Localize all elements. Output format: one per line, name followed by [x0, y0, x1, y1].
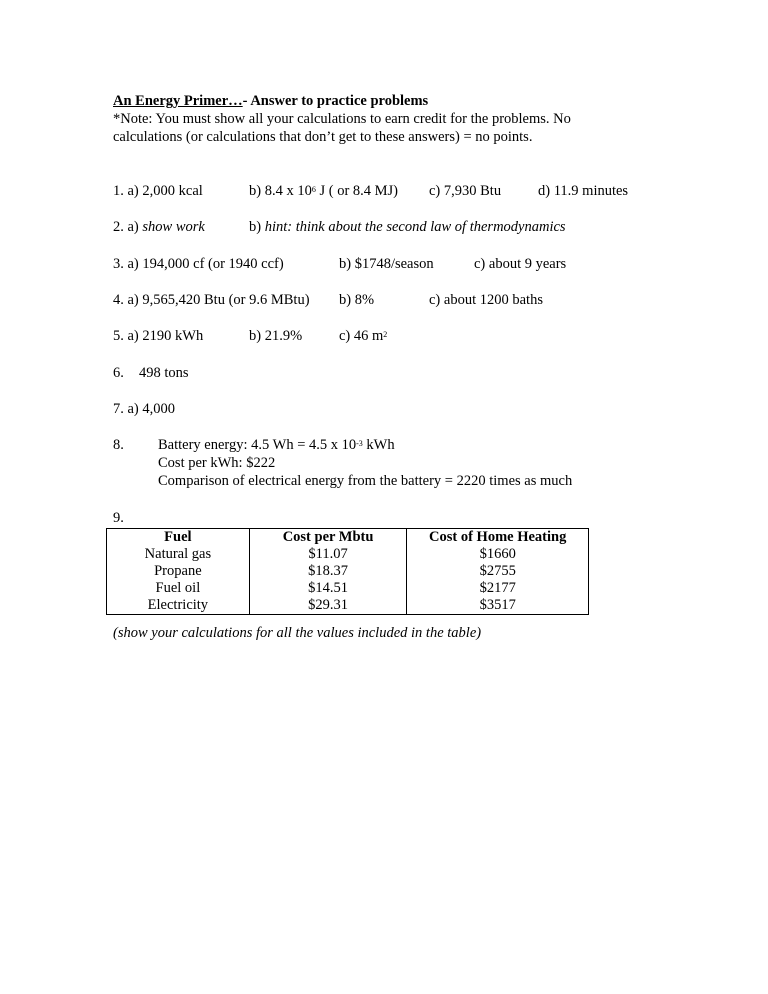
- cost-per-mbtu-cell: $11.07: [249, 546, 407, 563]
- note-line-1: *Note: You must show all your calculations to earn credit for the problems. No: [113, 111, 571, 127]
- home-heating-cost-cell: $2177: [407, 580, 589, 597]
- q2-b-label: b): [249, 219, 265, 235]
- q3-b: b) $1748/season: [339, 256, 434, 272]
- q1-b: [249, 182, 398, 200]
- fuel-cell: Electricity: [107, 597, 250, 615]
- table-row: [107, 580, 589, 597]
- q7-a: 7. a) 4,000: [113, 401, 176, 417]
- fuel-cell: Propane: [107, 563, 250, 580]
- q8-line-1-text: Battery energy: 4.5 Wh = 4.5 x 10: [158, 437, 357, 453]
- q1-b-exponent: 6: [311, 185, 316, 194]
- q5-b: b) 21.9%: [249, 328, 303, 344]
- q5-c-text: c) 46 m: [339, 328, 384, 344]
- document-title: [113, 92, 428, 110]
- q8-line-1-exponent: -3: [356, 439, 363, 448]
- q1-d: d) 11.9 minutes: [538, 183, 629, 199]
- q8-line-2: Cost per kWh: $222: [158, 455, 276, 471]
- home-heating-cost-cell: $1660: [407, 546, 589, 563]
- q8-line-1-rest: kWh: [362, 437, 395, 453]
- q3-c: c) about 9 years: [474, 256, 567, 272]
- table-row: [107, 546, 589, 563]
- fuel-cost-table: [106, 528, 589, 615]
- header-cost-of-home-heating: Cost of Home Heating: [407, 529, 589, 547]
- q2-a: [113, 218, 205, 236]
- table-row: [107, 597, 589, 615]
- q1-c: c) 7,930 Btu: [429, 183, 502, 199]
- q2-a-answer: show work: [142, 219, 205, 235]
- q5-c-exponent: 2: [383, 330, 388, 339]
- q2-b-answer: hint: think about the second law of thermodynamics: [264, 219, 566, 235]
- table-row: [107, 563, 589, 580]
- header-fuel: Fuel: [107, 529, 250, 547]
- header-cost-per-mbtu: Cost per Mbtu: [249, 529, 407, 547]
- table-header-row: [107, 529, 589, 547]
- q3-a: 3. a) 194,000 cf (or 1940 ccf): [113, 256, 284, 272]
- q8-line-1: [158, 436, 395, 454]
- title-rest: - Answer to practice problems: [242, 93, 429, 109]
- q1-b-text: b) 8.4 x 10: [249, 183, 312, 199]
- q9-number: 9.: [113, 510, 124, 526]
- table-footnote: (show your calculations for all the values included in the table): [113, 625, 482, 641]
- q8-number: 8.: [113, 437, 124, 453]
- q1-a: 1. a) 2,000 kcal: [113, 183, 203, 199]
- fuel-cell: Fuel oil: [107, 580, 250, 597]
- home-heating-cost-cell: $2755: [407, 563, 589, 580]
- q4-b: b) 8%: [339, 292, 375, 308]
- title-underlined-part: An Energy Primer…: [113, 93, 243, 109]
- q5-a: 5. a) 2190 kWh: [113, 328, 204, 344]
- q2-b: [249, 218, 566, 236]
- cost-per-mbtu-cell: $14.51: [249, 580, 407, 597]
- q5-c: [339, 327, 387, 345]
- q4-a: 4. a) 9,565,420 Btu (or 9.6 MBtu): [113, 292, 310, 308]
- cost-per-mbtu-cell: $18.37: [249, 563, 407, 580]
- cost-per-mbtu-cell: $29.31: [249, 597, 407, 615]
- note-line-2: calculations (or calculations that don’t get to these answers) = no points.: [113, 129, 533, 145]
- q2-a-label: 2. a): [113, 219, 143, 235]
- home-heating-cost-cell: $3517: [407, 597, 589, 615]
- fuel-cell: Natural gas: [107, 546, 250, 563]
- q8-line-3: Comparison of electrical energy from the battery = 2220 times as much: [158, 473, 573, 489]
- q1-b-rest: J ( or 8.4 MJ): [315, 183, 399, 199]
- q4-c: c) about 1200 baths: [429, 292, 543, 308]
- q6-answer: 498 tons: [139, 365, 189, 381]
- q6-number: 6.: [113, 365, 124, 381]
